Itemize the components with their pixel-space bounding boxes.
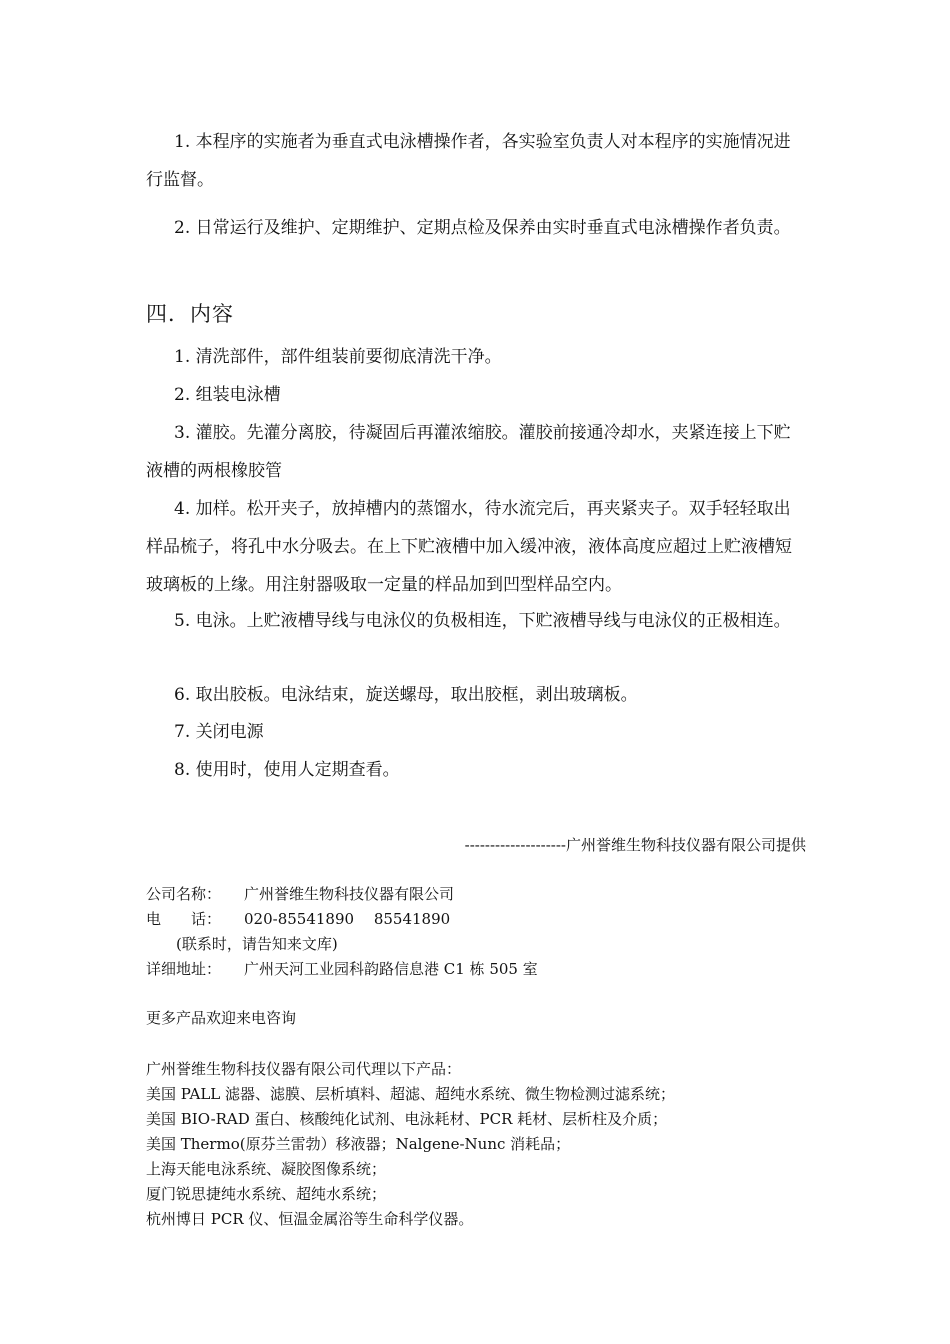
responsibility-number: 1. <box>174 132 191 152</box>
item-number: 5. <box>174 611 191 631</box>
content-item-3 <box>146 414 806 490</box>
agency-line: 美国 BIO-RAD 蛋白、核酸纯化试剂、电泳耗材、PCR 耗材、层析柱及介质； <box>146 1110 668 1128</box>
address-value: 广州天河工业园科韵路信息港 C1 栋 505 室 <box>244 960 538 978</box>
agency-line: 美国 Thermo(原芬兰雷勃）移液器；Nalgene-Nunc 消耗品； <box>146 1135 571 1153</box>
company-label: 公司名称： <box>146 885 222 903</box>
item-number: 3. <box>174 423 191 443</box>
content-item-5 <box>146 602 806 640</box>
item-number: 1. <box>174 347 191 367</box>
agency-line: 杭州博日 PCR 仪、恒温金属浴等生命科学仪器。 <box>146 1210 474 1228</box>
phone-row <box>146 907 450 931</box>
responsibility-paragraph-2 <box>146 209 806 247</box>
phone-note: (联系时，请告知来文库) <box>176 935 338 953</box>
content-item-6 <box>146 676 806 714</box>
item-number: 7. <box>174 722 191 742</box>
phone-label: 电 话： <box>146 910 222 928</box>
responsibility-text: 日常运行及维护、定期维护、定期点检及保养由实时垂直式电泳槽操作者负责。 <box>195 218 791 238</box>
responsibility-text: 本程序的实施者为垂直式电泳槽操作者，各实验室负责人对本程序的实施情况进行监督。 <box>146 132 791 190</box>
company-value: 广州誉维生物科技仪器有限公司 <box>244 885 455 903</box>
item-text: 加样。松开夹子，放掉槽内的蒸馏水，待水流完后，再夹紧夹子。双手轻轻取出样品梳子，将孔中水分吸去。在上下贮液槽中加入缓冲液，液体高度应超过上贮液槽短玻璃板的上缘。用注射器吸取一定量的样品加到凹型样品空内。 <box>146 499 792 595</box>
section-heading: 四．内容 <box>146 302 234 326</box>
content-item-1 <box>146 338 806 376</box>
item-text: 关闭电源 <box>195 722 264 742</box>
item-number: 8. <box>174 760 191 780</box>
address-label: 详细地址： <box>146 960 222 978</box>
content-item-7 <box>146 713 806 751</box>
item-number: 6. <box>174 685 191 705</box>
item-text: 电泳。上贮液槽导线与电泳仪的负极相连，下贮液槽导线与电泳仪的正极相连。 <box>195 611 791 631</box>
address-row <box>146 957 538 981</box>
item-text: 清洗部件，部件组装前要彻底清洗干净。 <box>195 347 502 367</box>
company-name-row <box>146 882 454 906</box>
content-item-2 <box>146 376 806 414</box>
item-text: 灌胶。先灌分离胶，待凝固后再灌浓缩胶。灌胶前接通冷却水，夹紧连接上下贮液槽的两根橡胶管 <box>146 423 791 481</box>
item-text: 取出胶板。电泳结束，旋送螺母，取出胶框，剥出玻璃板。 <box>195 685 638 705</box>
provider-signature: --------------------广州誉维生物科技仪器有限公司提供 <box>464 836 806 854</box>
responsibility-number: 2. <box>174 218 191 238</box>
phone-note-row <box>146 932 338 956</box>
item-text: 组装电泳槽 <box>195 385 281 405</box>
content-item-8 <box>146 751 806 789</box>
agency-line: 厦门锐思捷纯水系统、超纯水系统； <box>146 1185 387 1203</box>
agency-line: 上海天能电泳系统、凝胶图像系统； <box>146 1160 387 1178</box>
item-number: 4. <box>174 499 191 519</box>
phone-value: 020-85541890 85541890 <box>244 910 451 928</box>
content-item-4 <box>146 490 806 604</box>
responsibility-paragraph-1 <box>146 123 806 199</box>
agency-line: 美国 PALL 滤器、滤膜、层析填料、超滤、超纯水系统、微生物检测过滤系统； <box>146 1085 676 1103</box>
agency-intro: 广州誉维生物科技仪器有限公司代理以下产品： <box>146 1060 462 1078</box>
item-text: 使用时，使用人定期查看。 <box>195 760 400 780</box>
item-number: 2. <box>174 385 191 405</box>
more-products-note: 更多产品欢迎来电咨询 <box>146 1009 297 1027</box>
